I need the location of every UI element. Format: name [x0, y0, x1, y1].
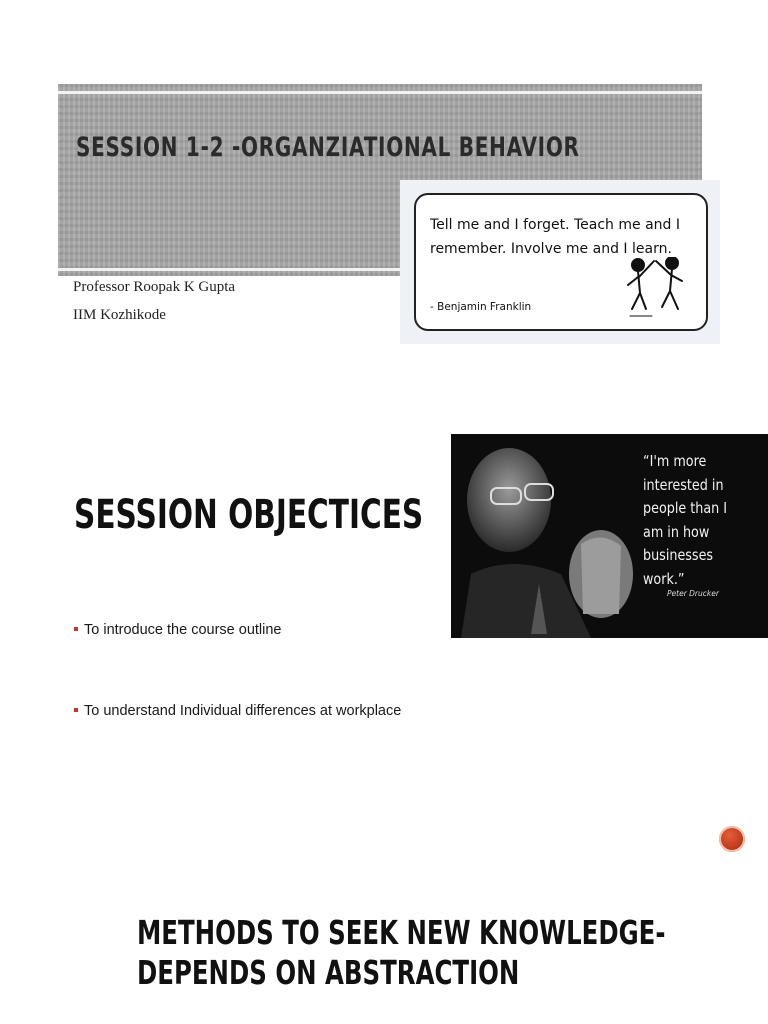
quote-text: Tell me and I forget. Teach me and I remember. Involve me and I learn.: [430, 217, 680, 257]
bullet-icon: [74, 627, 78, 631]
portrait-figure: [451, 434, 651, 638]
quote-box: [414, 193, 708, 331]
institution-name: IIM Kozhikode: [73, 307, 166, 323]
slide3-title-line1: METHODS TO SEEK NEW KNOWLEDGE-: [137, 913, 666, 952]
objective-item: [74, 703, 401, 719]
drucker-quote-image: [451, 434, 768, 638]
quote-author: - Benjamin Franklin: [430, 301, 532, 313]
objective-item: [74, 622, 282, 638]
presenter-name: Professor Roopak K Gupta: [73, 279, 236, 295]
slide3-title-line2: DEPENDS ON ABSTRACTION: [137, 953, 520, 992]
next-slide-icon[interactable]: [719, 826, 745, 852]
stick-figures-icon: [622, 257, 694, 319]
photo-credit: Peter Drucker: [667, 589, 719, 598]
slide1-title: SESSION 1-2 -ORGANZIATIONAL BEHAVIOR: [76, 132, 580, 163]
objective-text: To understand Individual differences at workplace: [84, 703, 402, 719]
quote-image: [400, 180, 720, 344]
photo-quote-text: “I'm more interested in people than I am in how businesses work.”: [643, 452, 728, 588]
banner-mid-line: [58, 91, 702, 94]
slide2-title: SESSION OBJECTICES: [74, 492, 424, 538]
objective-text: To introduce the course outline: [84, 622, 282, 638]
bullet-icon: [74, 708, 78, 712]
